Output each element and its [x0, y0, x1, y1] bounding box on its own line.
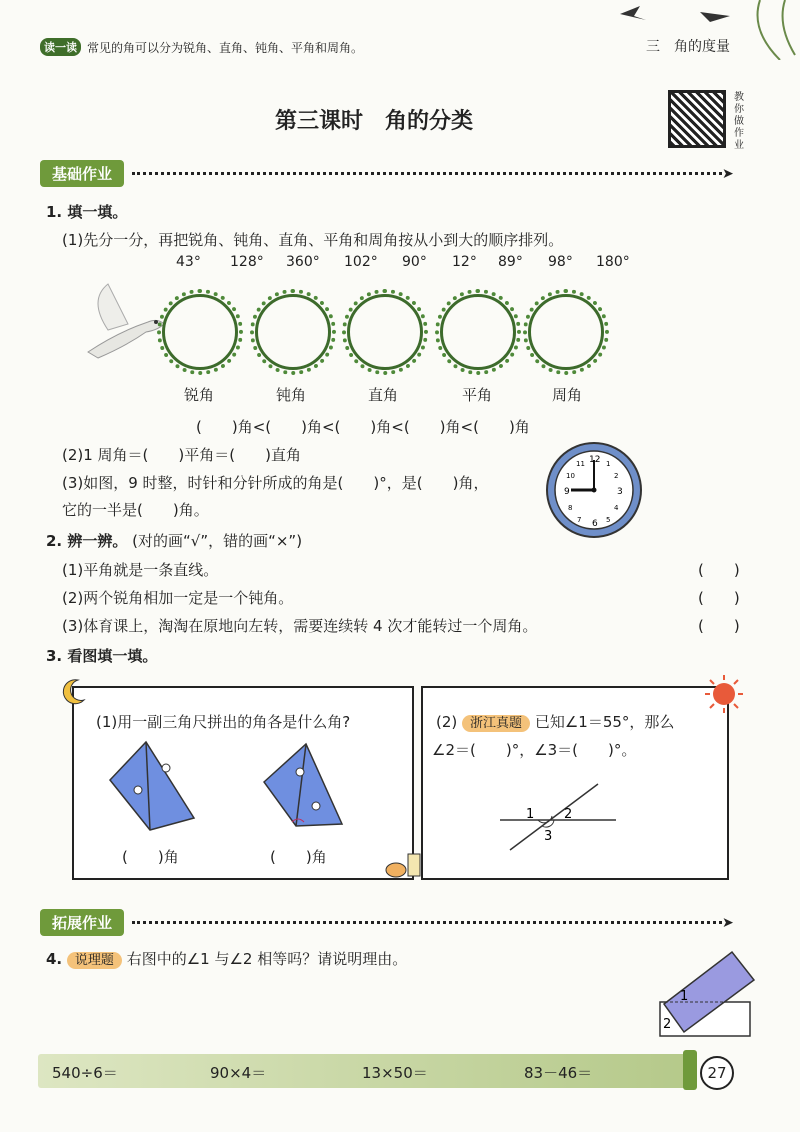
exercise-item[interactable]: 540÷6＝ [52, 1064, 118, 1082]
swallow-decoration [600, 0, 800, 60]
tip-text: 常见的角可以分为锐角、直角、钝角、平角和周角。 [87, 40, 364, 55]
q2-item: (2)两个锐角相加一定是一个钝角。 [62, 589, 294, 607]
angle-label: 2 [663, 1017, 672, 1032]
moon-icon [58, 676, 88, 706]
angle-value: 102° [344, 254, 378, 270]
folded-rectangle-figure [654, 944, 758, 1040]
wreath-label: 钝角 [276, 386, 307, 404]
angle-value: 360° [286, 254, 320, 270]
q4-text: 右图中的∠1 与∠2 相等吗？请说明理由。 [126, 950, 408, 968]
set-square-figure-1 [108, 740, 198, 832]
dove-illustration [78, 282, 168, 366]
angle-value: 180° [596, 254, 630, 270]
arrow-icon: ➤ [722, 914, 734, 931]
wreath-obtuse[interactable] [255, 294, 331, 370]
wreath-straight[interactable] [440, 294, 516, 370]
qr-code[interactable] [668, 90, 726, 148]
q3-right-line1 [436, 711, 674, 732]
clock-number: 7 [577, 516, 582, 524]
wreath-acute[interactable] [162, 294, 238, 370]
candle-donut-decoration [384, 846, 428, 880]
dotted-line [132, 921, 722, 924]
wreath-label: 周角 [552, 386, 583, 404]
q2-heading [46, 530, 302, 551]
arrow-icon: ➤ [722, 165, 734, 182]
clock-illustration [544, 440, 644, 540]
wreath-label: 直角 [368, 386, 399, 404]
angle-label: 2 [564, 807, 573, 822]
angle-value: 12° [452, 254, 477, 270]
exercise-item[interactable]: 13×50＝ [362, 1064, 428, 1082]
page-title: 第三课时 角的分类 [275, 109, 474, 134]
q3-heading: 3. 看图填一填。 [46, 647, 158, 665]
read-badge: 读一读 [40, 38, 81, 56]
angle-label: 1 [680, 989, 689, 1004]
wreath-label: 锐角 [184, 386, 215, 404]
order-line[interactable]: ( )角<( )角<( )角<( )角<( )角 [196, 418, 530, 436]
exam-tag: 浙江真题 [462, 715, 530, 732]
angle-value: 98° [548, 254, 573, 270]
clock-number: 1 [606, 460, 611, 468]
exercise-item[interactable]: 83－46＝ [524, 1064, 593, 1082]
q1-part3-line1[interactable]: (3)如图，9 时整，时针和分针所成的角是( )°，是( )角， [62, 474, 489, 492]
section-basic-label: 基础作业 [40, 160, 124, 187]
clock-number: 11 [576, 460, 585, 468]
dotted-line [132, 172, 722, 175]
wreath-label: 平角 [462, 386, 493, 404]
wreath-right[interactable] [347, 294, 423, 370]
q1-part3-line2[interactable]: 它的一半是( )角。 [62, 501, 209, 519]
q2-item: (1)平角就是一条直线。 [62, 561, 219, 579]
q1-part2[interactable]: (2)1 周角＝( )平角＝( )直角 [62, 446, 301, 464]
clock-number: 2 [614, 472, 619, 480]
clock-number: 12 [589, 455, 601, 465]
q3-left-prompt: (1)用一副三角尺拼出的角各是什么角? [96, 713, 351, 731]
angle-label: 1 [526, 807, 535, 822]
q3-right-line2[interactable]: ∠2＝( )°，∠3＝( )°。 [432, 741, 637, 759]
exercise-item[interactable]: 90×4＝ [210, 1064, 267, 1082]
section-basic [40, 160, 734, 187]
answer-blank[interactable]: ( ) [698, 617, 740, 635]
q3-right-prefix: (2) [436, 713, 458, 731]
q2-item: (3)体育课上，淘淘在原地向左转，需要连续转 4 次才能转过一个周角。 [62, 617, 538, 635]
angle-value: 89° [498, 254, 523, 270]
unit-title: 三 角的度量 [646, 39, 730, 55]
q4-line [46, 948, 407, 969]
clock-number: 4 [614, 504, 619, 512]
q2-note: (对的画“√”，错的画“×”) [132, 532, 303, 550]
section-extend [40, 909, 734, 936]
q4-number: 4. [46, 950, 63, 968]
bar-end-cap [683, 1050, 697, 1090]
wreath-round[interactable] [528, 294, 604, 370]
angle-value: 90° [402, 254, 427, 270]
page-number: 27 [700, 1056, 734, 1090]
clock-number: 3 [617, 487, 623, 497]
q3-blank-1[interactable]: ( )角 [122, 848, 179, 866]
sun-icon [704, 674, 744, 714]
q3-right-text1: 已知∠1＝55°，那么 [534, 713, 675, 731]
q1-part1: (1)先分一分，再把锐角、钝角、直角、平角和周角按从小到大的顺序排列。 [62, 231, 564, 249]
set-square-figure-2 [262, 742, 346, 830]
angle-label: 3 [544, 829, 553, 844]
angle-value: 43° [176, 254, 201, 270]
clock-number: 5 [606, 516, 611, 524]
clock-number: 6 [592, 519, 598, 529]
q2-heading-title: 2. 辨一辨。 [46, 532, 128, 550]
clock-number: 9 [564, 487, 570, 497]
reasoning-tag: 说理题 [67, 952, 122, 969]
q1-heading: 1. 填一填。 [46, 203, 128, 221]
intersecting-lines-figure [498, 778, 618, 858]
qr-caption: 教 你 做 作 业 [734, 92, 744, 151]
clock-number: 8 [568, 504, 573, 512]
tip-bar [40, 38, 363, 56]
section-extend-label: 拓展作业 [40, 909, 124, 936]
angle-value: 128° [230, 254, 264, 270]
q3-blank-2[interactable]: ( )角 [270, 848, 327, 866]
answer-blank[interactable]: ( ) [698, 561, 740, 579]
answer-blank[interactable]: ( ) [698, 589, 740, 607]
clock-number: 10 [566, 472, 575, 480]
